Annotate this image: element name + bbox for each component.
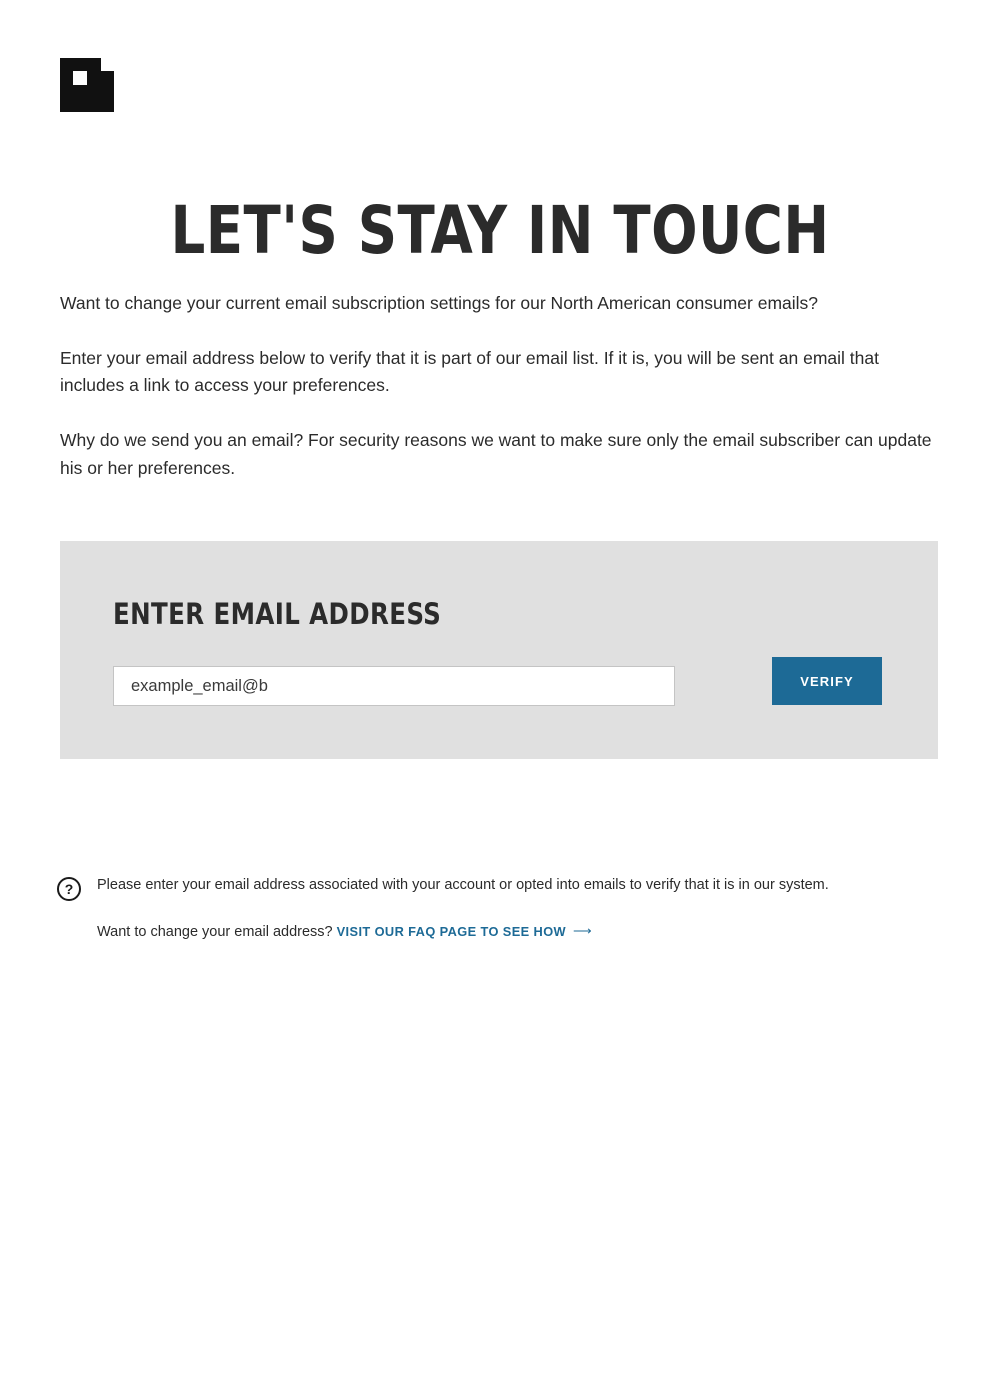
help-note (57, 875, 947, 940)
intro-copy (60, 290, 940, 482)
help-text: Please enter your email address associated with your account or opted into emails to verify that it is in our system. (97, 877, 829, 893)
email-form-panel (60, 541, 938, 759)
logo-notch (101, 58, 114, 71)
faq-line (97, 923, 947, 940)
faq-prefix-text: Want to change your email address? (97, 923, 333, 940)
question-mark-icon: ? (57, 877, 81, 901)
logo-inner-block (87, 71, 101, 85)
faq-link[interactable]: VISIT OUR FAQ PAGE TO SEE HOW (336, 923, 567, 939)
page-title: LET'S STAY IN TOUCH (170, 192, 830, 270)
form-heading: ENTER EMAIL ADDRESS (113, 597, 442, 631)
arrow-right-icon: ⟶ (573, 922, 591, 938)
intro-paragraph-3: Why do we send you an email? For security reasons we want to make sure only the email subscriber can update his or her preferences. (60, 430, 932, 478)
intro-paragraph-1: Want to change your current email subscription settings for our North American consumer emails? (60, 293, 819, 313)
flipboard-logo-icon (60, 58, 114, 112)
intro-paragraph-2: Enter your email address below to verify that it is part of our email list. If it is, you will be sent an email that includes a link to access your preferences. (60, 348, 879, 396)
site-logo[interactable] (60, 58, 114, 112)
email-input[interactable] (113, 666, 675, 706)
verify-button[interactable]: VERIFY (772, 657, 882, 705)
